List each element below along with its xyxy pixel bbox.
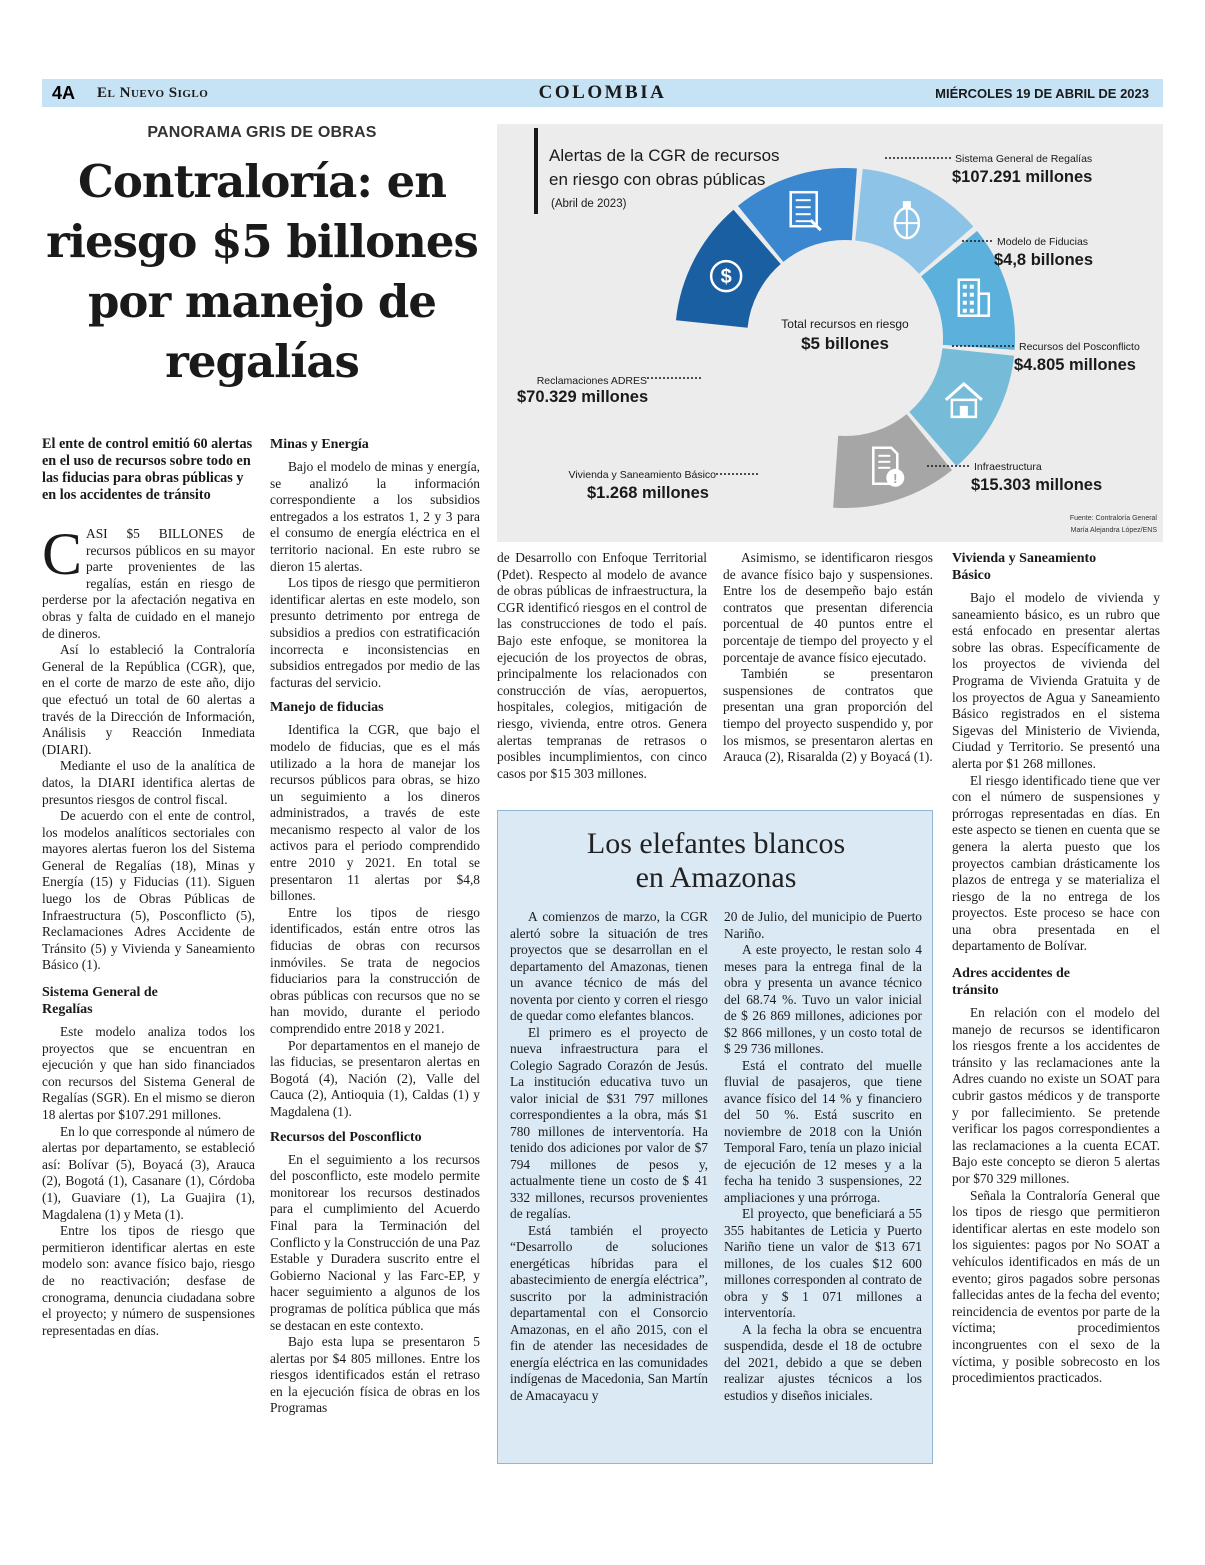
chart-title-line1: Alertas de la CGR de recursos [549,146,780,165]
paragraph: Mediante el uso de la analítica de datos, la DIARI identifica alertas de presuntos riesgos de control fiscal. [42,758,255,807]
donut-chart [497,124,1163,542]
column-4 [723,550,933,766]
paragraph: El riesgo identificado tiene que ver con el número de suspensiones y prórrogas representadas en días. En este aspecto se tienen en cuenta que se genera la alerta puesto que los proyectos cambian drásticamente los plazos de entrega y se materializa el riesgo de la no entrega de los proyectos. Este proceso se hace con una obra presentada en el departamento de Bolívar. [952,772,1160,954]
paragraph: En el seguimiento a los recursos del posconflicto, este modelo permite monitorear los recursos destinados para el cumplimiento del Acuerdo Final para la Terminación del Conflicto y la Construcción de una Paz Estable y Duradera suscrito entre el Gobierno Nacional y las Farc-EP, y hacer seguimiento a algunos de los programas de política pública que más se destacan en este contexto. [270,1151,480,1333]
paragraph: Está también el proyecto “Desarrollo de soluciones energéticas híbridas para el abastecimiento de energía eléctrica”, suscrito por la administración departamental con el Consorcio Amazonas, en el año 2015, con el fin de atender las necesidades de energía eléctrica en las comunidades indígenas de Macedonia, San Martín de Amacayacu y [510,1222,708,1403]
paragraph: Bajo el modelo de vivienda y saneamiento básico, es un rubro que está enfocado en presentar alertas sobre las obras. Específicamente de los proyectos de vivienda del Programa de Vivienda Gratuita y de los proyectos de Agua y Saneamiento Básico registrados en el sistema Sigevas del Ministerio de Vivienda, Ciudad y Territorio. Se presentó una alerta por $1 268 millones. [952,590,1160,771]
page-header [42,79,1163,107]
issue-date: MIÉRCOLES 19 DE ABRIL DE 2023 [935,85,1149,101]
paragraph: 20 de Julio, del municipio de Puerto Nariño. [724,909,922,941]
paragraph: Está el contrato del muelle fluvial de pasajeros, que tiene avance físico del 14 % y financiero del 50 %. Está suscrito en noviembre de 2018 con la Unión Temporal Faro, tenía un plazo inicial de ejecución de 12 meses y a la fecha ha tenido 3 suspensiones, 22 ampliaciones y una prórroga. [724,1057,922,1205]
paragraph: Asimismo, se identificaron riesgos de avance físico bajo y suspensiones. Entre los de desempeño bajo están contratos que presentan diferencia porcentual de 40 puntos entre el porcentaje de tiempo del proyecto y el porcentaje de avance físico ejecutado. [723,550,933,665]
column-2 [270,436,480,1417]
subhead-adres: Adres accidentes de tránsito [952,966,1070,999]
article-headline: Contraloría: en riesgo $5 billones por manejo de regalías [46,155,478,388]
slice-value-label: $4.805 millones [1014,356,1136,374]
slice-name-label: Reclamaciones ADRES [536,375,647,387]
sidebar-title: Los elefantes blancos en Amazonas [586,827,846,894]
column-1 [42,436,255,1339]
chart-source: Fuente: Contraloría General [1069,515,1157,522]
slice-name-label: Infraestructura [974,461,1042,473]
chart-credit: María Alejandra López/ENS [1070,527,1157,534]
center-value: $5 billones [801,334,889,353]
paragraph: Por departamentos en el manejo de las fiducias, se presentaron alertas en Bogotá (4), Nación (2), Valle del Cauca (2), Antioquia (1), Caldas (1) y Magdalena (1). [270,1037,480,1119]
column-3 [497,550,707,782]
subhead-posconflicto: Recursos del Posconflicto [270,1129,422,1145]
paragraph: de Desarrollo con Enfoque Territorial (Pdet). Respecto al modelo de avance de obras públicas de infraestructura, la CGR identificó riesgos en el control de las construcciones de todo el país. Bajo este enfoque, se monitorea la ejecución de los proyectos de obras, principalmente los relacionados con construcción de vías, aeropuertos, hospitales, colegios, mitigación de riesgo, vivienda, entre otros. Genera alertas tempranas de retrasos o posibles incumplimientos, con cinco casos por $15 303 millones. [497,550,707,781]
column-5 [952,550,1160,1387]
sidebar-column-2 [724,909,922,1404]
subhead-sgr: Sistema General de Regalías [42,985,158,1018]
slice-name-label: Sistema General de Regalías [955,153,1093,165]
paragraph: Así lo estableció la Contraloría General de la República (CGR), que, en el corte de marzo de este año, dijo que efectuó un total de 60 alertas a través de la Dirección de Información, Análisis y Reacción Inmediata (DIARI). [42,642,255,757]
paragraph: CASI $5 BILLONES de recursos públicos en su mayor parte provenientes de las regalías, están en riesgo de perderse por la afectación negativa en obras y falta de cuidado en el manejo de dineros. [42,521,255,641]
subhead-minas: Minas y Energía [270,437,369,452]
sidebar-box [497,810,933,1464]
paragraph: También se presentaron suspensiones de contratos que presentan una gran proporción del tiempo del proyecto suspendido y, por los mismos, se presentaron alertas en Arauca (2), Risaralda (2) y Boyacá (1). [723,666,933,765]
slice-name-label: Vivienda y Saneamiento Básico [568,469,716,481]
slice-value-label: $70.329 millones [517,388,649,406]
page-number: 4A [52,82,76,103]
paragraph: Bajo el modelo de minas y energía, se analizó la información correspondiente a los subsidios entregados a los estratos 1, 2 y 3 para el consumo de energía eléctrica en el territorio nacional. En este rubro se dieron 15 alertas. [270,459,480,574]
subhead-fiducias: Manejo de fiducias [270,700,384,716]
paragraph: Entre los tipos de riesgo que permitieron identificar alertas en este modelo son: avance físico bajo, riesgo de no reactivación; desfase de cronograma, denuncia ciudadana sobre el proyecto; y número de suspensiones representadas en días. [42,1223,255,1338]
sidebar-column-1 [510,909,708,1404]
paragraph: En lo que corresponde al número de alertas por departamento, se estableció así: Bolívar (5), Boyacá (3), Arauca (2), Bogotá (1), Casanare (1), Córdoba (1), Guaviare (1), La Guajira (1), Magdalena (1) y Meta (1). [42,1123,255,1222]
title-rule [534,128,538,214]
chart-subtitle: (Abril de 2023) [551,198,627,210]
article-kicker: PANORAMA GRIS DE OBRAS [147,124,377,141]
section-name: COLOMBIA [538,82,667,103]
chart-title-line2: en riesgo con obras públicas [549,170,766,189]
drop-cap: C [42,521,83,587]
article-lede: El ente de control emitió 60 alertas en el uso de recursos sobre todo en las fiducias para obras públicas y en los accidentes de tránsito [42,436,253,503]
paragraph: Entre los tipos de riesgo identificados, están entre otros las fiducias de obras con recursos inmóviles. Se trata de negocios fiduciarios para la construcción de obras públicas con recursos que no se han movido, durante el periodo comprendido entre 2018 y 2021. [270,904,480,1036]
slice-value-label: $15.303 millones [971,476,1103,494]
paragraph: Este modelo analiza todos los proyectos que se encuentran en ejecución y que han sido financiados con recursos del Sistema General de Regalías (SGR). En el mismo se dieron 18 alertas por $107.291 millones. [42,1024,255,1122]
paragraph: Bajo esta lupa se presentaron 5 alertas por $4 805 millones. Entre los riesgos identificados están el retraso en la ejecución física de obras en los Programas [270,1334,480,1416]
paragraph: El primero es el proyecto de nueva infraestructura para el Colegio Sagrado Corazón de Jesús. La institución educativa tuvo un valor inicial de $31 797 millones correspondientes a la obra, más $1 780 millones de interventoría. Ha tenido dos adiciones por valor de $7 794 millones de pesos y, actualmente tiene un costo de $ 41 332 millones, recursos provenientes de regalías. [510,1024,708,1221]
paragraph: A este proyecto, le restan solo 4 meses para la entrega final de la obra y presenta un avance técnico del 68.74 %. Tuvo un valor inicial de $ 26 869 millones, adiciones por $2 866 millones, y un costo total de $ 29 736 millones. [724,942,922,1056]
paragraph: De acuerdo con el ente de control, los modelos analíticos sectoriales con mayores alertas fueron los del Sistema General de Regalías (18), Minas y Energía (15) y Fiducias (11). Siguen luego los de Obras Públicas de Infraestructura (5), Posconflicto (5), Reclamaciones Adres Accidente de Tránsito (5) y Vivienda y Saneamiento Básico (1). [42,808,255,973]
slice-value-label: $107.291 millones [952,168,1093,186]
paragraph: A la fecha la obra se encuentra suspendida, desde el 18 de octubre del 2021, debido a que se deben realizar ajustes técnicos a los estudios y diseños iniciales. [724,1321,922,1403]
paragraph: Señala la Contraloría General que los tipos de riesgo que permitieron identificar alertas en este modelo son los siguientes: pagos por No SOAT a vehículos identificados en más de un evento; giros pagados sobre personas fallecidas antes de la fecha del evento; reincidencia de eventos por parte de la víctima; procedimientos incongruentes con el sexo de la víctima, y posible sobrecosto en los procedimientos practicados. [952,1187,1160,1386]
slice-name-label: Recursos del Posconflicto [1019,341,1140,353]
alerts-infographic [497,124,1163,542]
slice-value-label: $1.268 millones [587,484,709,502]
paragraph: Los tipos de riesgo que permitieron identificar alertas en este modelo, son presunto detrimento por entrega de subsidios a predios con estratificación incorrecta e inconsistencias en subsidios entregados por medio de las facturas del servicio. [270,575,480,690]
center-label: Total recursos en riesgo [781,317,909,331]
paragraph: Identifica la CGR, que bajo el modelo de fiducias, que es el más utilizado a la hora de manejar los recursos públicos para obras, se hizo un seguimiento a los dineros administrados, a través de este mecanismo respecto al valor de los activos para el periodo comprendido entre 2010 y 2021. En total se presentaron 11 alertas por $4,8 billones. [270,722,480,904]
slice-value-label: $4,8 billones [994,251,1094,269]
svg-text:$: $ [720,266,732,289]
newspaper-name: El Nuevo Siglo [97,84,209,101]
svg-text:!: ! [893,470,898,486]
subhead-vivienda: Vivienda y Saneamiento Básico [952,551,1097,583]
slice-name-label: Modelo de Fiducias [997,236,1089,248]
paragraph: En relación con el modelo del manejo de recursos se identificaron los riesgos frente a los accidentes de tránsito y las reclamaciones ante la Adres cuando no existe un SOAT para cubrir gastos médicos y de transporte y por fallecimiento. Se pretende verificar los pagos correspondientes a las reclamaciones a la cuenta ECAT. Bajo este concepto se dieron 5 alertas por $70 329 millones. [952,1005,1160,1186]
paragraph: A comienzos de marzo, la CGR alertó sobre la situación de tres proyectos que se desarrollan en el departamento del Amazonas, tienen un avance técnico de más del noventa por ciento y corren el riesgo de quedar como elefantes blancos. [510,909,708,1023]
paragraph: El proyecto, que beneficiará a 55 355 habitantes de Leticia y Puerto Nariño tiene un valor de $13 671 millones, de los cuales $12 600 millones corresponden al contrato de obra y $ 1 071 millones a interventoría. [724,1206,922,1320]
